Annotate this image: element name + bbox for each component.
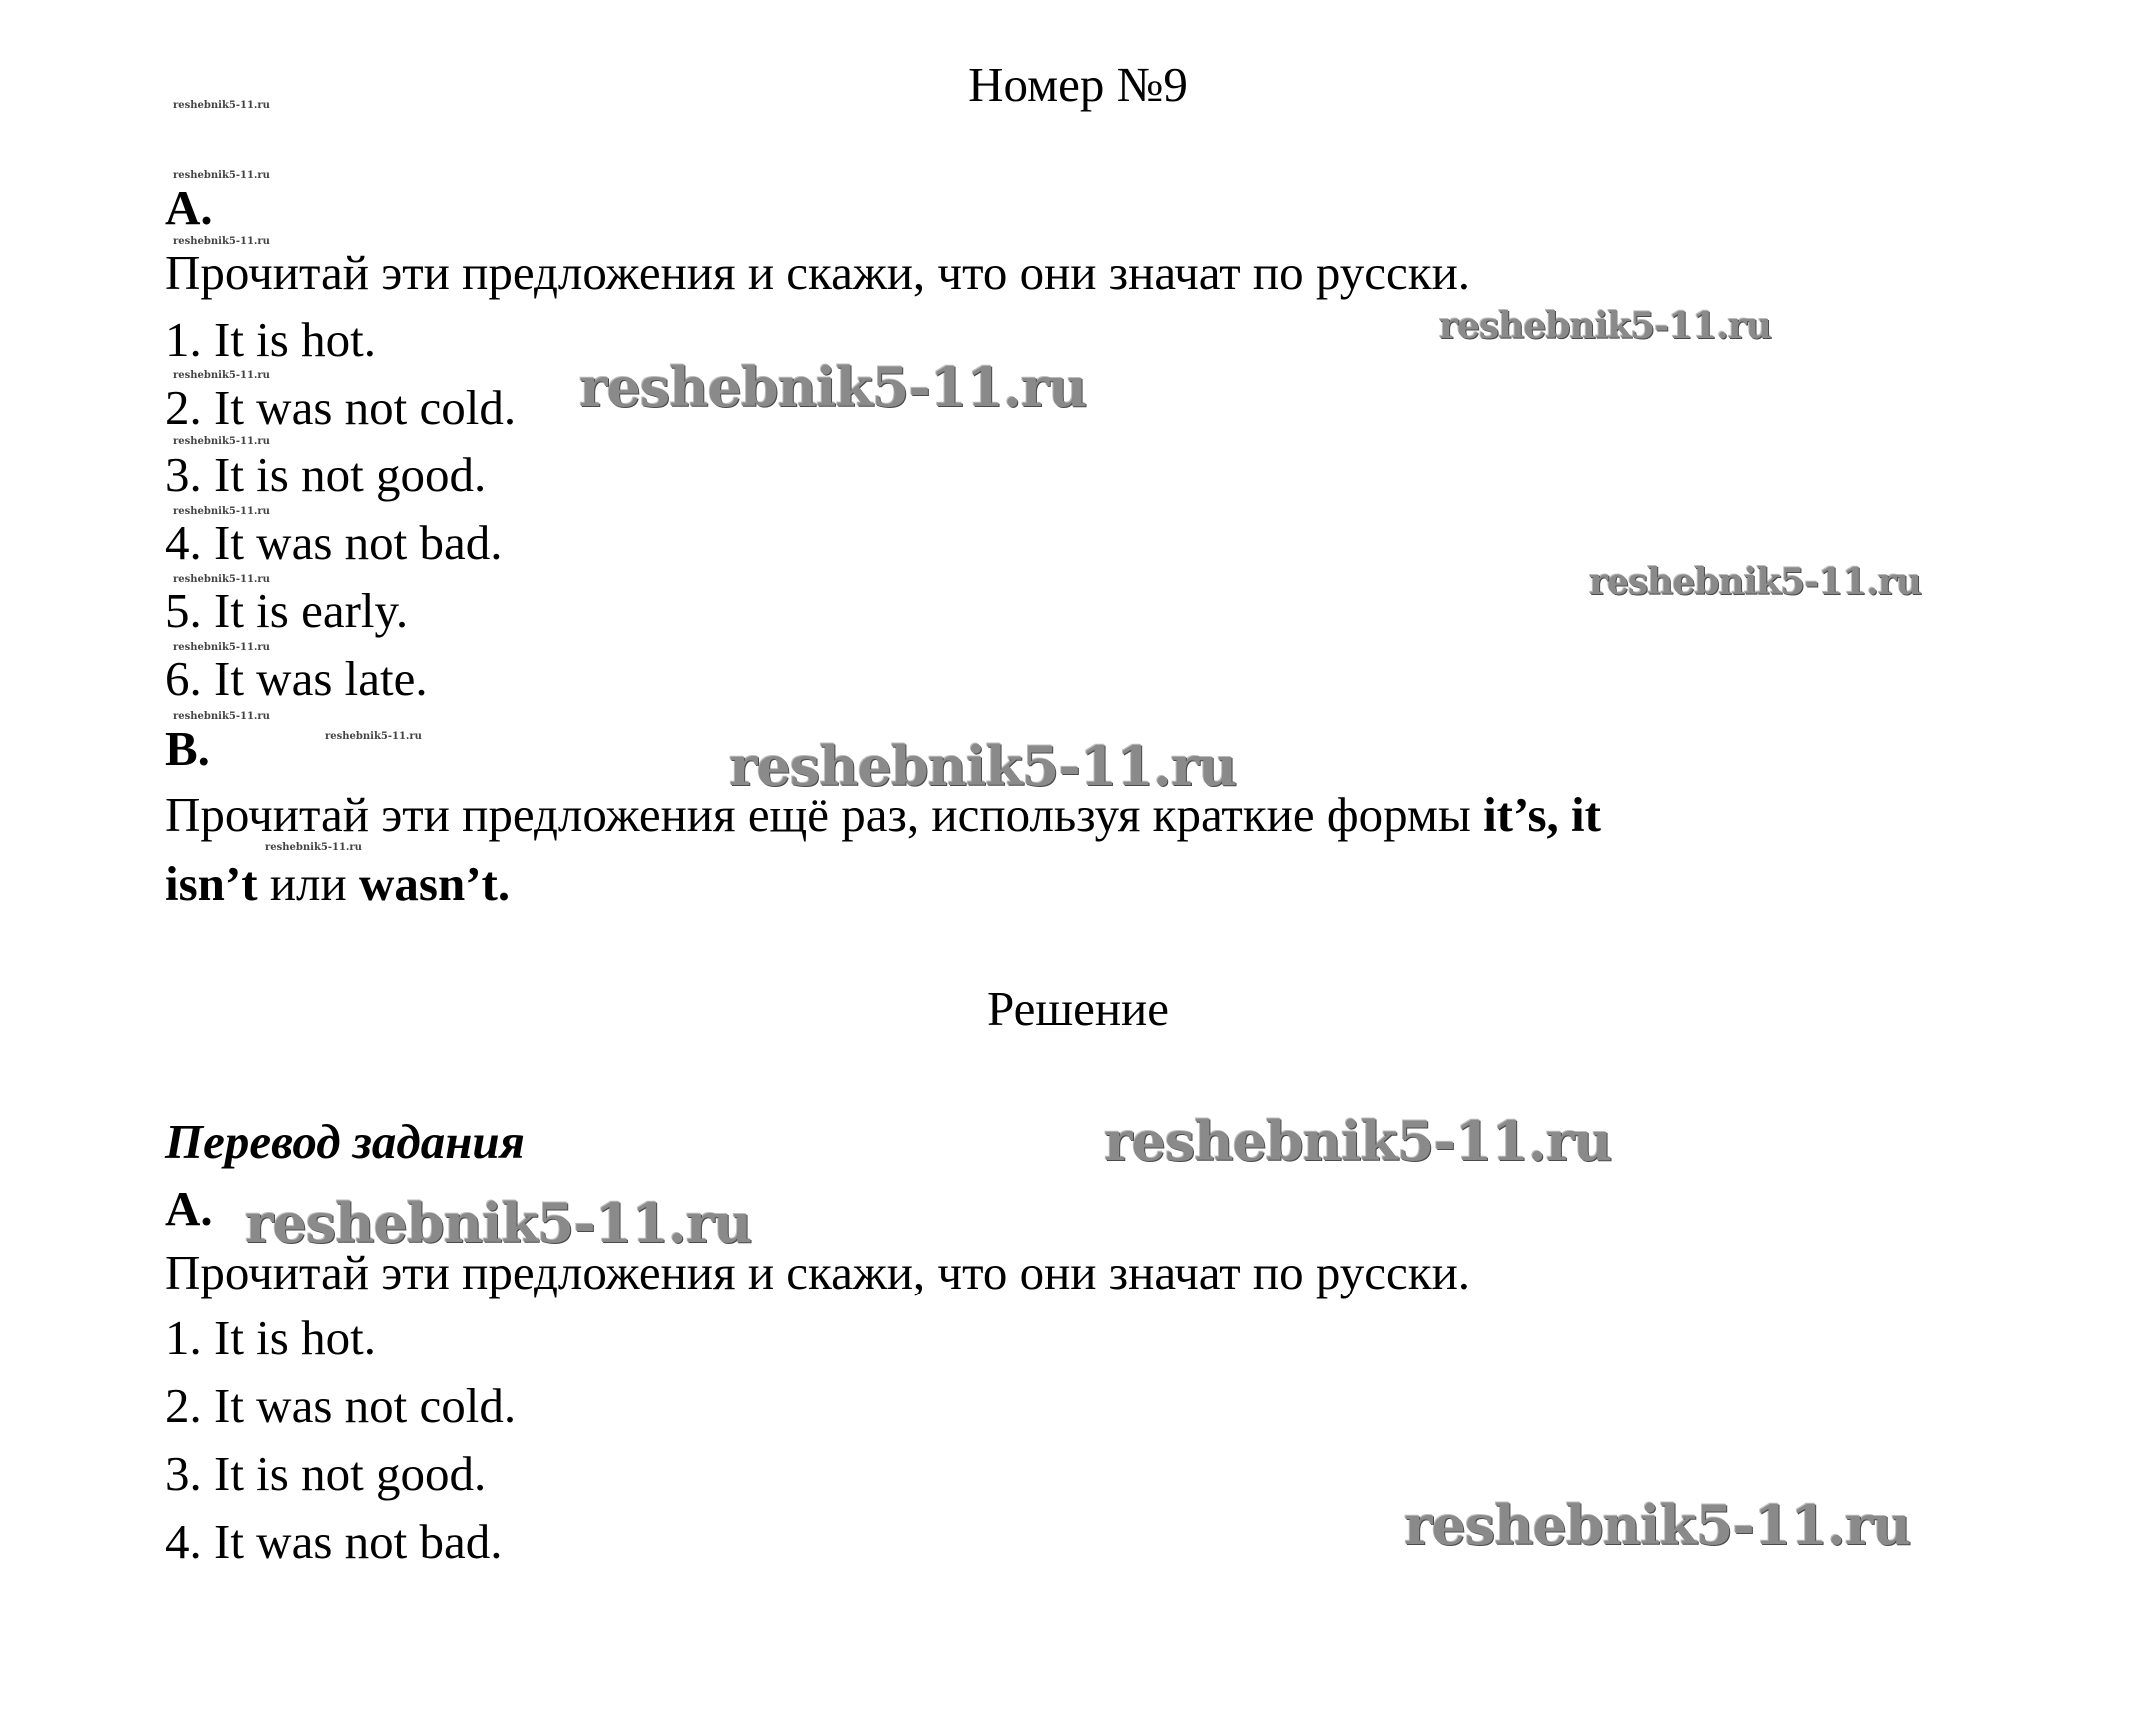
solution-sentence-4: 4. It was not bad. <box>165 1514 503 1569</box>
sentence-2: 2. It was not cold. <box>165 380 517 434</box>
part-b-label: B. <box>165 721 210 776</box>
solution-sentence-2: 2. It was not cold. <box>165 1378 517 1433</box>
part-b-short-forms-1: it’s, it <box>1483 787 1601 842</box>
part-b-short-forms-3: wasn’t. <box>358 856 511 911</box>
part-b-or: или <box>257 856 359 911</box>
watermark: reshebnik5-11.ru <box>173 370 270 381</box>
watermark: reshebnik5-11.ru <box>173 711 270 722</box>
sentence-6: 6. It was late. <box>165 651 428 706</box>
watermark: reshebnik5-11.ru <box>265 842 362 853</box>
watermark: reshebnik5-11.ru <box>1404 1493 1911 1557</box>
watermark: reshebnik5-11.ru <box>325 731 422 742</box>
watermark: reshebnik5-11.ru <box>1104 1109 1612 1173</box>
watermark: reshebnik5-11.ru <box>173 506 270 517</box>
watermark: reshebnik5-11.ru <box>1589 561 1921 603</box>
part-a-instruction: Прочитай эти предложения и скажи, что они значат по русски. <box>165 245 1471 300</box>
part-b-instruction-line-2 <box>165 854 510 914</box>
solution-sentence-3: 3. It is not good. <box>165 1446 487 1501</box>
watermark: reshebnik5-11.ru <box>173 100 270 111</box>
watermark: reshebnik5-11.ru <box>173 574 270 585</box>
watermark: reshebnik5-11.ru <box>579 355 1087 419</box>
part-b-instruction-text: Прочитай эти предложения ещё раз, используя краткие формы <box>165 787 1484 842</box>
watermark: reshebnik5-11.ru <box>245 1191 752 1255</box>
watermark: reshebnik5-11.ru <box>729 734 1237 798</box>
sentence-3: 3. It is not good. <box>165 447 487 502</box>
page-title: Номер №9 <box>968 57 1188 112</box>
watermark: reshebnik5-11.ru <box>173 642 270 653</box>
sentence-5: 5. It is early. <box>165 583 409 638</box>
watermark: reshebnik5-11.ru <box>173 436 270 447</box>
sentence-4: 4. It was not bad. <box>165 515 503 570</box>
watermark: reshebnik5-11.ru <box>173 236 270 247</box>
watermark: reshebnik5-11.ru <box>173 170 270 181</box>
solution-part-a-instruction: Прочитай эти предложения и скажи, что они значат по русски. <box>165 1245 1471 1299</box>
translation-heading: Перевод задания <box>165 1114 525 1169</box>
sentence-1: 1. It is hot. <box>165 312 376 367</box>
solution-part-a-label: A. <box>165 1181 213 1236</box>
part-b-short-forms-2: isn’t <box>165 856 258 911</box>
part-a-label: A. <box>165 180 213 235</box>
solution-heading: Решение <box>986 981 1170 1036</box>
watermark: reshebnik5-11.ru <box>1439 305 1771 347</box>
solution-sentence-1: 1. It is hot. <box>165 1310 376 1365</box>
